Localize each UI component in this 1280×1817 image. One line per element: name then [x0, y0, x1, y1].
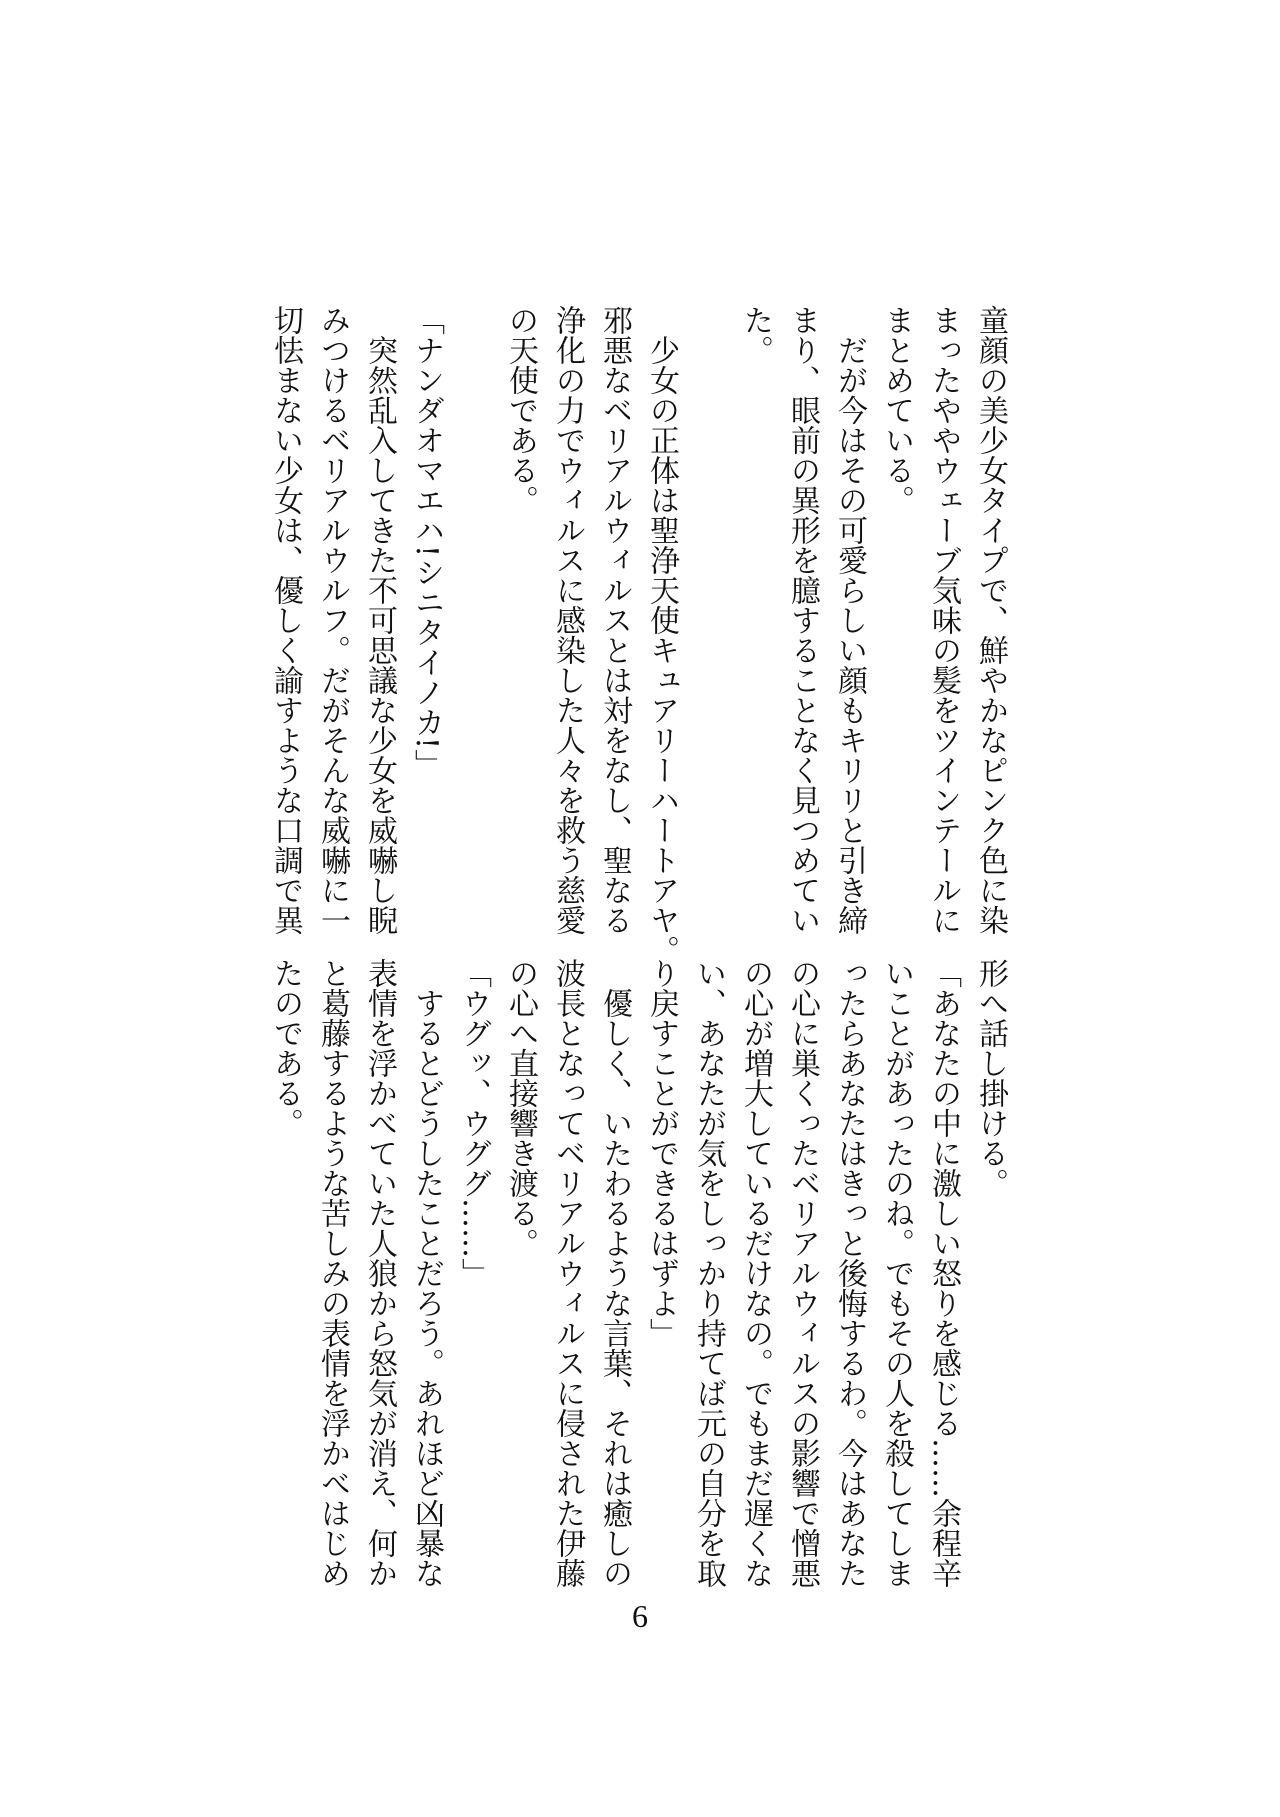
text-line: の心に巣くったベリアルウィルスの影響で憎悪: [785, 958, 820, 1588]
text-line: [685, 305, 732, 905]
text-line: た。: [738, 305, 773, 365]
text-line: 「ナンダオマエハ!シニタイノカ!」: [409, 305, 444, 780]
text-line: だが今はその可愛らしい顔もキリリと引き締: [832, 305, 867, 935]
text-line: 切怯まない少女は、優しく諭すような口調で異: [268, 305, 303, 935]
text-line: 浄化の力でウィルスに感染した人々を救う慈愛: [550, 305, 585, 935]
text-line: 優しく、いたわるような言葉、それは癒しの: [597, 958, 632, 1588]
text-line: 表情を浮かべていた人狼から怒気が消え、何か: [362, 958, 397, 1588]
text-line: 童顔の美少女タイプで、鮮やかなピンク色に染: [973, 305, 1008, 935]
text-line: 波長となってベリアルウィルスに侵された伊藤: [550, 958, 585, 1588]
text-line: たのである。: [268, 958, 303, 1138]
text-line: いことがあったのね。でもその人を殺してしま: [879, 958, 914, 1588]
text-block-bottom: [262, 958, 1014, 1588]
text-line: い、あなたが気をしっかり持てば元の自分を取: [691, 958, 726, 1588]
text-line: 突然乱入してきた不可思議な少女を威嚇し睨: [362, 305, 397, 935]
text-line: の心へ直接響き渡る。: [503, 958, 538, 1258]
text-line: まとめている。: [879, 305, 914, 515]
text-line: ったらあなたはきっと後悔するわ。今はあなた: [832, 958, 867, 1588]
text-line: と葛藤するような苦しみの表情を浮かべはじめ: [315, 958, 350, 1588]
text-line: 「あなたの中に激しい怒りを感じる……余程辛: [926, 958, 961, 1588]
text-line: 形へ話し掛ける。: [973, 958, 1008, 1198]
text-line: の心が増大しているだけなの。でもまだ遅くな: [738, 958, 773, 1588]
text-line: 邪悪なベリアルウィルスとは対をなし、聖なる: [597, 305, 632, 935]
text-line: するとどうしたことだろう。あれほど凶暴な: [409, 958, 444, 1588]
text-line: 少女の正体は聖浄天使キュアリーハートアヤ。: [644, 305, 679, 965]
page-number: 6: [632, 1598, 648, 1634]
text-line: まり、眼前の異形を臆することなく見つめてい: [785, 305, 820, 935]
text-line: [450, 305, 497, 905]
text-line: みつけるベリアルウルフ。だがそんな威嚇に一: [315, 305, 350, 935]
text-line: 「ウグッ、ウググ……」: [456, 958, 491, 1288]
text-block-top: [262, 305, 1014, 965]
text-line: り戻すことができるはずよ」: [644, 958, 679, 1348]
text-line: の天使である。: [503, 305, 538, 515]
text-line: まったややウェーブ気味の髪をツインテールに: [926, 305, 961, 935]
